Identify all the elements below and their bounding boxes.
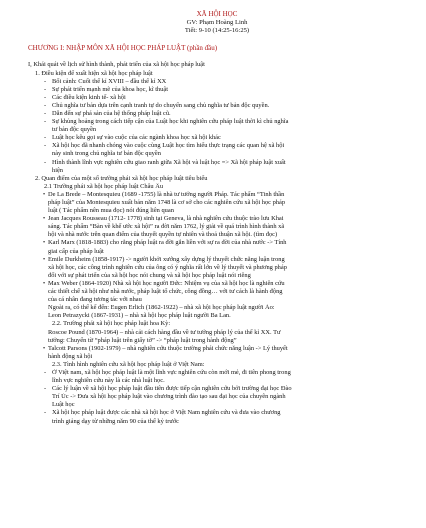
document-header <box>28 10 406 35</box>
bullet-continuation: hiện <box>52 166 64 174</box>
bullet-continuation: lĩnh vực nghiên cứu này là các nhà luật học. <box>52 377 165 385</box>
bullet-continuation: luật ( Tác phẩm nên mua đọc) nói đúng liên quan <box>48 207 174 215</box>
bullet-item: - Ở Việt nam, xã hội học pháp luật là một lĩnh vực nghiên cứu còn mới mẻ, đi tiên phong trong <box>28 369 406 377</box>
bullet-item: - Xã hội học đã nhanh chóng vào cuộc cùng Luật học tìm hiểu thực trạng các quan hệ xã hội <box>28 142 406 150</box>
paragraph-line: Ngoài ra, có thể kể đến: Eugen Erlich (1862-1922) – nhà xã hội học pháp luật người Áo: <box>48 304 275 312</box>
lecturer-line: GV: Phạm Hoàng Linh <box>186 19 248 26</box>
bullet-continuation: của cá nhân đang tương tác với nhau <box>48 296 142 304</box>
section-heading: I, Khái quát về lịch sử hình thành, phát triển của xã hội học pháp luật <box>28 61 205 69</box>
paragraph-line: tưởng: Chuyển từ “pháp luật trên giấy tờ” -> “pháp luật trong hành động” <box>48 336 237 344</box>
document-body <box>28 61 406 425</box>
subsubsection-heading: 2.1 Trường phái xã hội học pháp luật Châu Âu <box>44 182 164 190</box>
bullet-item: - Sự khủng hoảng trong cách tiếp cận của Luật học khi nghiên cứu pháp luật thời kì chủ nghĩa <box>28 118 406 126</box>
document-title: XÃ HỘI HỌC <box>196 10 238 18</box>
bullet-item: • Talcott Parsons (1902-1979) – nhà nghiên cứu thuộc trường phái chức năng luận -> Lý thuyết <box>28 345 406 353</box>
bullet-item: - Các lý luận về xã hội học pháp luật đầu tiên được tiếp cận nghiên cứu bởi trường đại học Đào <box>28 385 406 393</box>
bullet-item: - Bối cảnh: Cuối thế kỉ XVIII – đầu thế kỉ XX <box>28 78 406 86</box>
bullet-item: • Max Weber (1864-1920) Nhà xã hội học người Đức: Nhiệm vụ của xã hội học là nghiên cứu <box>28 280 406 288</box>
bullet-item: - Dẫn đến sự phá sản của hệ thống pháp luật cũ. <box>28 110 406 118</box>
bullet-continuation: các thiết chế xã hội như nhà nước, pháp luật tổ chức, công đồng… với tư cách là hành động <box>48 288 283 296</box>
bullet-continuation: hội và nhà nước trên quan điểm của thuyết quyền tự nhiên và thoả thuận xã hội. (tìm đọc) <box>48 231 278 239</box>
bullet-item: - Hình thành lĩnh vực nghiên cứu giao ranh giữa Xã hội và luật học => Xã hội pháp luật xuất <box>28 159 406 167</box>
bullet-continuation: này sinh trong chủ nghĩa tư bản độc quyền <box>52 150 161 158</box>
bullet-item: - Chủ nghĩa tư bản dựa trên cạnh tranh tự do chuyển sang chủ nghĩa tư bản độc quyền. <box>28 102 406 110</box>
bullet-item: - Xã hội học pháp luật được các nhà xã hội học ở Việt Nam nghiên cứu và đưa vào chương <box>28 409 406 417</box>
bullet-continuation: đối với sự phát triển của xã hội học nói chung và xã hội học pháp luật nói riêng <box>48 271 251 279</box>
paragraph-line: Leon Petrazycki (1867-1931) – nhà xã hội học pháp luật người Ba Lan. <box>48 312 231 320</box>
subsection-heading: 1. Điều kiện để xuất hiện xã hội học pháp luật <box>35 69 153 77</box>
subsubsection-heading: 2.2. Trường phái xã hội học pháp luật hoa Kỳ: <box>52 320 171 328</box>
bullet-continuation: trình giảng dạy từ những năm 90 của thế kỷ trước <box>52 417 179 425</box>
subsubsection-heading: 2.3. Tình hình nghiên cứu xã hội học pháp luật ở Việt Nam: <box>52 360 205 368</box>
bullet-continuation: giai cấp của pháp luật <box>48 247 104 255</box>
bullet-continuation: xã hội học, các công trình nghiên cứu của ông có ý nghĩa rất lớn về lý thuyết và phương pháp <box>48 263 287 271</box>
bullet-continuation: sáng. Tác phẩm “Bàn về khế ước xã hội” ra đời năm 1762, lý giải về quá trình hình thành xã <box>48 223 285 231</box>
bullet-item: • Jean Jacques Rousseau (1712- 1778) sinh tại Geneva, là nhà nghiên cứu thuộc trào lưu Khai <box>28 215 406 223</box>
bullet-continuation: tư bản độc quyền <box>52 126 97 134</box>
bullet-continuation: Luật học <box>52 401 75 409</box>
bullet-item: - Sự phát triển mạnh mẽ của khoa học, kĩ thuật <box>28 86 406 94</box>
bullet-continuation: Trí Úc -> Đưa xã hội học pháp luật vào chương trình đào tạo sau đại học của chuyên ngành <box>52 393 286 401</box>
bullet-item: • De La Brede – Montesquieu (1689 -1755) là nhà tư tưởng người Pháp. Tác phẩm “Tinh thần <box>28 191 406 199</box>
bullet-item: - Các điều kiện kinh tế- xã hội <box>28 94 406 102</box>
bullet-continuation: pháp luật” của Montesquieu xuất bản năm 1748 là cơ sở cho các nghiên cứu xã hội học pháp <box>48 199 286 206</box>
bullet-item: • Emile Durkheim (1858-1917) -> người khởi xướng xây dựng lý thuyết chức năng luận trong <box>28 256 406 264</box>
paragraph-line: Roscoe Pound (1870-1964) – nhà cải cách hàng đầu về tư tưởng pháp lý của thế kỉ XX. Tư <box>48 328 281 336</box>
bullet-item: • Karl Marx (1818-1883) cho rằng pháp luật ra đời gắn liền với sự ra đời của nhà nước -> Tính <box>28 239 406 247</box>
bullet-continuation: hành động xã hội <box>48 352 93 360</box>
chapter-heading: CHƯƠNG I: NHẬP MÔN XÃ HỘI HỌC PHÁP LUẬT (phần đầu) <box>28 44 218 53</box>
subsection-heading: 2. Quan điểm của một số trường phái xã hội học pháp luật tiêu biểu <box>35 174 208 182</box>
bullet-item: - Luật học kêu gọi sự vào cuộc của các ngành khoa học xã hội khác <box>28 134 406 142</box>
schedule-line: Tiết: 9-10 (14:25-16:25) <box>184 27 250 35</box>
